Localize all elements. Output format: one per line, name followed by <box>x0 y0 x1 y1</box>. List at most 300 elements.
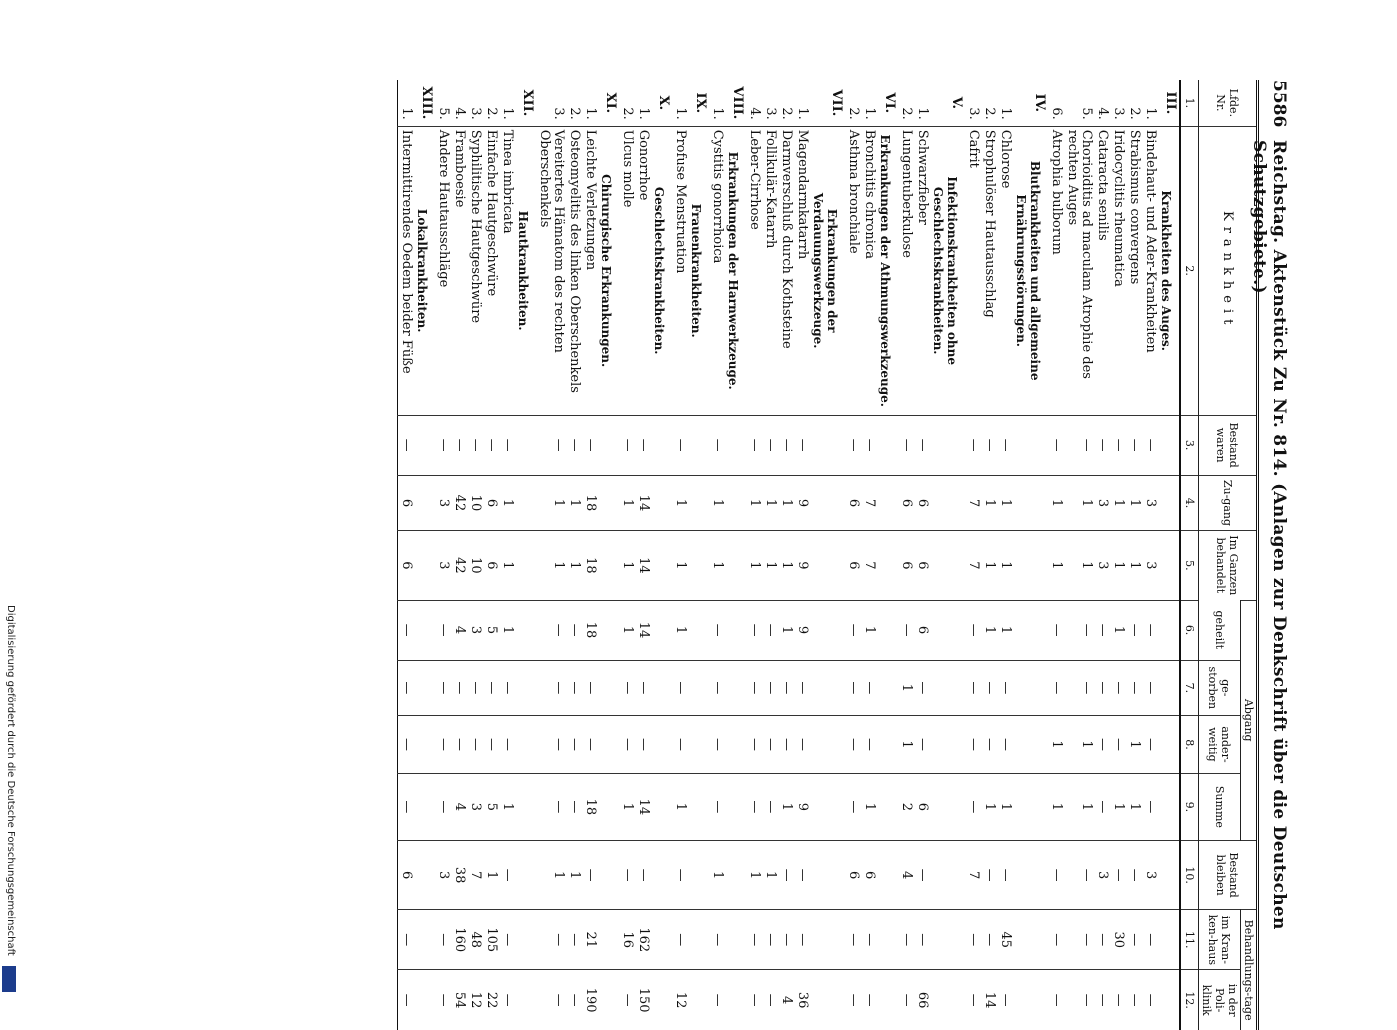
value-cell: — <box>914 716 930 774</box>
disease-name: Vereitertes Hämatom des rechten Oberschenkels <box>536 126 566 415</box>
table-row <box>794 80 810 1030</box>
value-cell: — <box>582 415 598 475</box>
section-row <box>1013 80 1048 1030</box>
empty-cell <box>1013 600 1048 660</box>
value-cell: — <box>635 716 651 774</box>
table-row <box>1064 80 1094 1030</box>
value-cell: — <box>794 716 810 774</box>
value-cell: — <box>845 660 861 715</box>
value-cell: — <box>981 910 997 970</box>
column-number-row <box>1180 80 1199 1030</box>
value-cell: — <box>499 970 515 1030</box>
value-cell: — <box>1110 970 1126 1030</box>
value-cell: — <box>981 415 997 475</box>
value-cell: — <box>778 415 794 475</box>
value-cell: 18 <box>582 600 598 660</box>
value-cell: — <box>1126 910 1142 970</box>
value-cell: 1 <box>778 600 794 660</box>
value-cell: 9 <box>794 531 810 600</box>
empty-cell <box>688 840 709 909</box>
value-cell: — <box>1094 415 1110 475</box>
col-krankheit: Krankheit <box>1199 126 1258 415</box>
empty-cell <box>1158 716 1180 774</box>
section-row <box>930 80 965 1030</box>
empty-cell <box>1158 415 1180 475</box>
value-cell: 3 <box>435 475 451 530</box>
value-cell: 1 <box>672 600 688 660</box>
empty-cell <box>598 840 619 909</box>
value-cell: — <box>1142 415 1158 475</box>
value-cell: — <box>898 600 914 660</box>
empty-cell <box>930 415 965 475</box>
page-number: 5586 <box>1269 80 1289 128</box>
empty-cell <box>414 531 435 600</box>
value-cell: — <box>1048 415 1064 475</box>
section-row <box>414 80 435 1030</box>
col-bestand-bleiben: Bestand bleiben <box>1199 840 1258 909</box>
value-cell: — <box>981 660 997 715</box>
value-cell: — <box>709 660 725 715</box>
col-number: 7. <box>1180 660 1199 715</box>
value-cell: 12 <box>672 970 688 1030</box>
value-cell: — <box>499 660 515 715</box>
disease-name: Schwarzfieber <box>914 126 930 415</box>
value-cell: 105 <box>483 910 499 970</box>
page-title: Reichstag. Aktenstück Zu Nr. 814. (Anlagen zur Denkschrift über die Deutschen Schutzgebiete.) <box>1249 140 1289 930</box>
table-row <box>981 80 997 1030</box>
value-cell: 7 <box>467 840 483 909</box>
empty-cell <box>515 475 536 530</box>
value-cell: 14 <box>635 773 651 840</box>
value-cell: 1 <box>1064 716 1094 774</box>
value-cell: — <box>746 970 762 1030</box>
empty-cell <box>810 531 845 600</box>
empty-cell <box>598 600 619 660</box>
empty-cell <box>598 660 619 715</box>
value-cell: — <box>1110 840 1126 909</box>
empty-cell <box>515 531 536 600</box>
value-cell: — <box>1142 970 1158 1030</box>
value-cell: — <box>672 660 688 715</box>
value-cell: — <box>499 840 515 909</box>
empty-cell <box>877 716 898 774</box>
value-cell: — <box>536 716 566 774</box>
value-cell: — <box>672 415 688 475</box>
table-row <box>746 80 762 1030</box>
value-cell: — <box>1110 716 1126 774</box>
value-cell: — <box>914 910 930 970</box>
value-cell: — <box>435 970 451 1030</box>
value-cell: 18 <box>582 475 598 530</box>
disease-name: Strophulöser Hautausschlag <box>981 126 997 415</box>
value-cell: — <box>1142 660 1158 715</box>
disease-name: Tinea imbricata <box>499 126 515 415</box>
value-cell: — <box>845 910 861 970</box>
empty-cell <box>810 475 845 530</box>
value-cell: 66 <box>914 970 930 1030</box>
value-cell: — <box>1094 660 1110 715</box>
value-cell: 1 <box>619 773 635 840</box>
empty-cell <box>877 475 898 530</box>
value-cell: — <box>672 910 688 970</box>
value-cell: — <box>398 773 415 840</box>
value-cell: 45 <box>997 910 1013 970</box>
table-row <box>635 80 651 1030</box>
section-roman-numeral: X. <box>656 95 671 111</box>
value-cell: 1 <box>483 840 499 909</box>
value-cell: 160 <box>451 910 467 970</box>
table-row <box>845 80 861 1030</box>
empty-cell <box>688 716 709 774</box>
value-cell: — <box>483 716 499 774</box>
value-cell: 1 <box>981 475 997 530</box>
value-cell: — <box>794 415 810 475</box>
value-cell: — <box>619 716 635 774</box>
table-row <box>709 80 725 1030</box>
value-cell: — <box>619 970 635 1030</box>
value-cell: 6 <box>398 475 415 530</box>
value-cell: 18 <box>582 773 598 840</box>
empty-cell <box>1158 600 1180 660</box>
value-cell: 6 <box>845 475 861 530</box>
value-cell: — <box>619 840 635 909</box>
empty-cell <box>877 660 898 715</box>
empty-cell <box>877 840 898 909</box>
value-cell: — <box>435 716 451 774</box>
row-number: 3. <box>1111 107 1126 120</box>
disease-table <box>397 80 1259 1030</box>
value-cell: — <box>709 415 725 475</box>
disease-name: Syphilitische Hautgeschwüre <box>467 126 483 415</box>
value-cell: — <box>861 415 877 475</box>
value-cell: 48 <box>467 910 483 970</box>
empty-cell <box>651 773 672 840</box>
col-behandlungstage: Behandlungs-tage <box>1241 910 1258 1030</box>
value-cell: — <box>619 660 635 715</box>
section-title: Hautkrankheiten. <box>515 126 536 415</box>
value-cell: — <box>746 910 762 970</box>
row-number: 3. <box>966 107 981 120</box>
value-cell: 7 <box>861 475 877 530</box>
empty-cell <box>1158 660 1180 715</box>
empty-cell <box>414 716 435 774</box>
section-row <box>725 80 746 1030</box>
empty-cell <box>1158 910 1180 970</box>
value-cell: 3 <box>1142 531 1158 600</box>
empty-cell <box>930 716 965 774</box>
value-cell: 36 <box>794 970 810 1030</box>
empty-cell <box>725 415 746 475</box>
value-cell: — <box>1064 970 1094 1030</box>
section-roman-numeral: VI. <box>882 92 897 114</box>
value-cell: — <box>1048 970 1064 1030</box>
col-number: 12. <box>1180 970 1199 1030</box>
row-number: 2. <box>1127 107 1142 120</box>
value-cell: — <box>709 773 725 840</box>
value-cell: — <box>1094 716 1110 774</box>
value-cell: 1 <box>861 773 877 840</box>
empty-cell <box>688 773 709 840</box>
value-cell: 1 <box>672 475 688 530</box>
value-cell: 1 <box>1110 475 1126 530</box>
value-cell: — <box>965 716 981 774</box>
value-cell: — <box>536 660 566 715</box>
disease-name: Gonorrhoe <box>635 126 651 415</box>
value-cell: 30 <box>1110 910 1126 970</box>
empty-cell <box>598 475 619 530</box>
value-cell: — <box>1126 970 1142 1030</box>
value-cell: 1 <box>536 475 566 530</box>
value-cell: — <box>746 600 762 660</box>
value-cell: — <box>965 910 981 970</box>
col-number: 6. <box>1180 600 1199 660</box>
value-cell: 190 <box>582 970 598 1030</box>
value-cell: 5 <box>483 600 499 660</box>
empty-cell <box>877 910 898 970</box>
value-cell: — <box>536 773 566 840</box>
table-row <box>861 80 877 1030</box>
value-cell: — <box>536 415 566 475</box>
section-roman-numeral: XIII. <box>419 86 434 120</box>
value-cell: 1 <box>1048 531 1064 600</box>
section-title: Blutkrankheiten und allgemeine Ernährungsstörungen. <box>1013 126 1048 415</box>
table-row <box>1048 80 1064 1030</box>
empty-cell <box>1158 840 1180 909</box>
value-cell: — <box>1094 600 1110 660</box>
disease-name: Leber-Cirrhose <box>746 126 762 415</box>
value-cell: — <box>965 773 981 840</box>
empty-cell <box>651 910 672 970</box>
table-row <box>536 80 566 1030</box>
value-cell: 1 <box>1110 600 1126 660</box>
value-cell: — <box>997 840 1013 909</box>
empty-cell <box>414 660 435 715</box>
value-cell: 1 <box>536 531 566 600</box>
value-cell: — <box>467 716 483 774</box>
empty-cell <box>877 531 898 600</box>
empty-cell <box>725 600 746 660</box>
section-row <box>877 80 898 1030</box>
value-cell: 1 <box>566 531 582 600</box>
empty-cell <box>598 531 619 600</box>
value-cell: 3 <box>1094 531 1110 600</box>
empty-cell <box>515 840 536 909</box>
value-cell: — <box>499 415 515 475</box>
empty-cell <box>725 773 746 840</box>
col-number: 11. <box>1180 910 1199 970</box>
value-cell: 7 <box>861 531 877 600</box>
value-cell: 1 <box>1126 531 1142 600</box>
empty-cell <box>1013 531 1048 600</box>
value-cell: — <box>861 716 877 774</box>
row-number: 1. <box>500 107 515 120</box>
value-cell: — <box>794 660 810 715</box>
value-cell: — <box>1094 910 1110 970</box>
empty-cell <box>810 910 845 970</box>
value-cell: 3 <box>467 600 483 660</box>
col-poliklinik: in der Poli-klinik <box>1199 970 1241 1030</box>
value-cell: 7 <box>965 531 981 600</box>
empty-cell <box>414 415 435 475</box>
empty-cell <box>810 415 845 475</box>
table-row <box>762 80 778 1030</box>
row-number: 2. <box>899 107 914 120</box>
value-cell: 3 <box>1142 475 1158 530</box>
section-roman-numeral: V. <box>949 96 964 110</box>
value-cell: — <box>861 910 877 970</box>
value-cell: — <box>914 415 930 475</box>
row-number: 5. <box>436 107 451 120</box>
value-cell: — <box>845 415 861 475</box>
empty-cell <box>651 660 672 715</box>
value-cell: — <box>898 910 914 970</box>
value-cell: 6 <box>914 600 930 660</box>
row-number: 1. <box>1143 107 1158 120</box>
value-cell: 6 <box>845 840 861 909</box>
value-cell: 1 <box>1110 773 1126 840</box>
row-number: 1. <box>710 107 725 120</box>
empty-cell <box>515 415 536 475</box>
value-cell: 7 <box>965 840 981 909</box>
col-number: 1. <box>1180 80 1199 126</box>
value-cell: — <box>762 773 778 840</box>
value-cell: — <box>778 716 794 774</box>
value-cell: — <box>467 660 483 715</box>
table-row <box>914 80 930 1030</box>
value-cell: — <box>997 415 1013 475</box>
value-cell: 22 <box>483 970 499 1030</box>
value-cell: 3 <box>435 531 451 600</box>
value-cell: — <box>499 716 515 774</box>
value-cell: — <box>398 716 415 774</box>
empty-cell <box>414 475 435 530</box>
value-cell: — <box>435 415 451 475</box>
value-cell: — <box>762 970 778 1030</box>
value-cell: 1 <box>997 531 1013 600</box>
empty-cell <box>810 840 845 909</box>
value-cell: 6 <box>483 531 499 600</box>
value-cell: — <box>536 970 566 1030</box>
value-cell: — <box>619 415 635 475</box>
row-number: 4. <box>452 107 467 120</box>
value-cell: 1 <box>997 475 1013 530</box>
value-cell: 1 <box>778 531 794 600</box>
value-cell: — <box>778 660 794 715</box>
table-row <box>1142 80 1158 1030</box>
table-row <box>997 80 1013 1030</box>
value-cell: 150 <box>635 970 651 1030</box>
value-cell: 4 <box>451 773 467 840</box>
value-cell: — <box>566 773 582 840</box>
disease-name: Chorioiditis ad maculam Atrophie des rechten Auges <box>1064 126 1094 415</box>
value-cell: — <box>1064 600 1094 660</box>
value-cell: 4 <box>451 600 467 660</box>
value-cell: 6 <box>398 531 415 600</box>
value-cell: — <box>566 910 582 970</box>
value-cell: 1 <box>672 531 688 600</box>
value-cell: — <box>582 660 598 715</box>
value-cell: 6 <box>845 531 861 600</box>
table-row <box>1094 80 1110 1030</box>
disease-name: Lungentuberkulose <box>898 126 914 415</box>
value-cell: 1 <box>499 531 515 600</box>
section-title: Infektionskrankheiten ohne Geschlechtskrankheiten. <box>930 126 965 415</box>
value-cell: — <box>451 716 467 774</box>
value-cell: — <box>997 716 1013 774</box>
value-cell: — <box>709 970 725 1030</box>
value-cell: — <box>845 600 861 660</box>
value-cell: — <box>435 660 451 715</box>
value-cell: — <box>672 840 688 909</box>
table-row <box>965 80 981 1030</box>
value-cell: — <box>398 970 415 1030</box>
section-title: Chirurgische Erkrankungen. <box>598 126 619 415</box>
disease-name: Ulcus molle <box>619 126 635 415</box>
disease-name: Chlorose <box>997 126 1013 415</box>
empty-cell <box>515 600 536 660</box>
value-cell: 6 <box>398 840 415 909</box>
value-cell: 1 <box>997 600 1013 660</box>
row-number: 1. <box>795 107 810 120</box>
value-cell: 6 <box>861 840 877 909</box>
empty-cell <box>598 910 619 970</box>
value-cell: — <box>965 600 981 660</box>
section-roman-numeral: VIII. <box>730 86 745 120</box>
value-cell: — <box>861 970 877 1030</box>
empty-cell <box>877 773 898 840</box>
value-cell: 6 <box>914 773 930 840</box>
col-abgang: Abgang <box>1241 600 1258 840</box>
row-number: 2. <box>567 107 582 120</box>
empty-cell <box>1013 910 1048 970</box>
empty-cell <box>515 660 536 715</box>
empty-cell <box>688 910 709 970</box>
value-cell: 1 <box>1048 773 1064 840</box>
value-cell: 3 <box>1094 840 1110 909</box>
value-cell: — <box>914 660 930 715</box>
row-number: 2. <box>620 107 635 120</box>
disease-name: Intermittirendes Oedem beider Füße <box>398 126 415 415</box>
table-row <box>398 80 415 1030</box>
table-body <box>398 80 1181 1030</box>
empty-cell <box>651 531 672 600</box>
col-number: 9. <box>1180 773 1199 840</box>
disease-name: Cafrit <box>965 126 981 415</box>
col-geheilt: geheilt <box>1199 600 1241 660</box>
dfg-logo <box>2 966 16 992</box>
value-cell: 7 <box>965 475 981 530</box>
digitization-note-text: Digitalisierung gefördert durch die Deutsche Forschungsgemeinschaft <box>5 605 16 956</box>
value-cell: — <box>981 840 997 909</box>
value-cell: 14 <box>981 970 997 1030</box>
empty-cell <box>414 773 435 840</box>
value-cell: — <box>914 840 930 909</box>
value-cell: — <box>778 910 794 970</box>
value-cell: — <box>898 415 914 475</box>
value-cell: 1 <box>762 531 778 600</box>
value-cell: 3 <box>435 840 451 909</box>
value-cell: — <box>778 840 794 909</box>
value-cell: — <box>1048 910 1064 970</box>
empty-cell <box>725 660 746 715</box>
empty-cell <box>688 531 709 600</box>
section-row <box>651 80 672 1030</box>
value-cell: 1 <box>709 475 725 530</box>
empty-cell <box>930 660 965 715</box>
value-cell: — <box>672 716 688 774</box>
value-cell: 9 <box>794 475 810 530</box>
section-row <box>688 80 709 1030</box>
